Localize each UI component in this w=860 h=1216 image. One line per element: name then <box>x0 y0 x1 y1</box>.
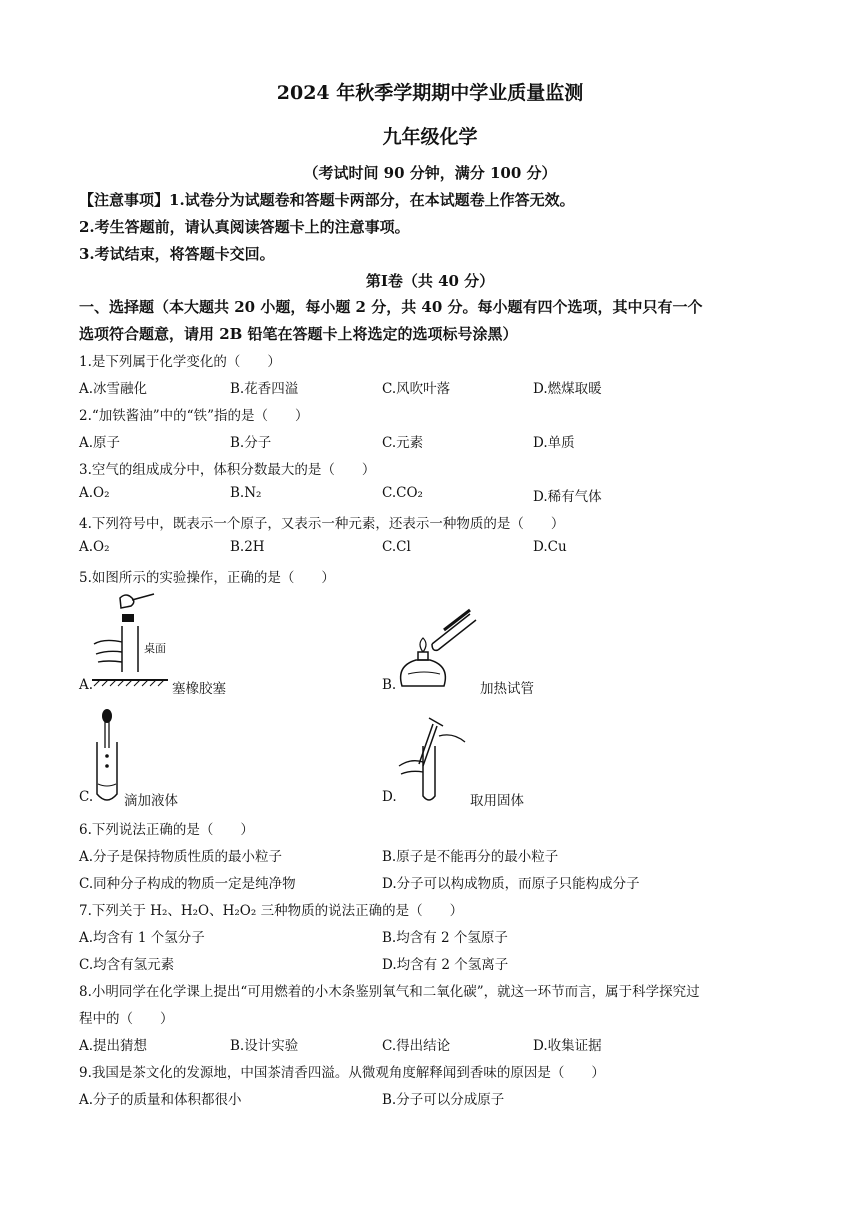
figure-heat-test-tube <box>392 604 478 694</box>
part-title: 第Ⅰ卷（共 40 分） <box>365 272 495 290</box>
question-4-stem: 4.下列符号中，既表示一个原子，又表示一种元素，还表示一种物质的是（ ） <box>79 516 565 532</box>
question-2-option-c: C.元素 <box>382 435 424 451</box>
question-1-option-a: A.冰雪融化 <box>79 381 148 397</box>
question-4-option-b: B.2H <box>230 539 265 555</box>
question-7-option-a: A.均含有 1 个氢分子 <box>79 930 205 946</box>
question-7-option-c: C.均含有氢元素 <box>79 957 175 973</box>
question-2-option-a: A.原子 <box>79 435 121 451</box>
question-7-option-d: D.均含有 2 个氢离子 <box>382 957 509 973</box>
figure-dropper-liquid <box>94 708 124 804</box>
question-3-stem: 3.空气的组成成分中，体积分数最大的是（ ） <box>79 462 376 478</box>
question-1-option-b: B.花香四溢 <box>230 381 299 397</box>
question-6-option-a: A.分子是保持物质性质的最小粒子 <box>79 849 283 865</box>
question-5-option-b-label: 加热试管 <box>480 681 534 697</box>
question-5-option-b-letter: B. <box>382 677 397 693</box>
question-5-option-a-label: 塞橡胶塞 <box>172 681 226 697</box>
question-3-option-b: B.N₂ <box>230 485 262 501</box>
question-6-option-d: D.分子可以构成物质，而原子只能构成分子 <box>382 876 640 892</box>
question-4-option-d: D.Cu <box>533 539 567 555</box>
question-5-stem: 5.如图所示的实验操作，正确的是（ ） <box>79 570 335 586</box>
desk-label: 桌面 <box>144 642 166 655</box>
question-6-stem: 6.下列说法正确的是（ ） <box>79 822 254 838</box>
question-8-option-a: A.提出猜想 <box>79 1038 148 1054</box>
question-1-option-c: C.风吹叶落 <box>382 381 451 397</box>
question-8-stem-line-1: 8.小明同学在化学课上提出“可用燃着的小木条鉴别氧气和二氧化碳”，就这一环节而言，属于科学探究过 <box>79 984 700 1000</box>
question-9-option-b: B.分子可以分成原子 <box>382 1092 505 1108</box>
question-4-option-c: C.Cl <box>382 539 411 555</box>
question-8-stem-line-2: 程中的（ ） <box>79 1011 174 1027</box>
question-6-option-b: B.原子是不能再分的最小粒子 <box>382 849 559 865</box>
question-5-option-c-letter: C. <box>79 789 94 805</box>
question-5-option-d-label: 取用固体 <box>470 793 524 809</box>
section-heading-line-1: 一、选择题（本大题共 20 小题，每小题 2 分，共 40 分。每小题有四个选项，其中只有一个 <box>79 298 703 316</box>
question-5-option-a-letter: A. <box>79 677 94 693</box>
question-6-option-c: C.同种分子构成的物质一定是纯净物 <box>79 876 296 892</box>
notes-line-3: 3.考试结束，将答题卡交回。 <box>79 245 275 263</box>
exam-subtitle: 九年级化学 <box>382 126 478 148</box>
question-8-option-d: D.收集证据 <box>533 1038 602 1054</box>
notes-line-1: 【注意事项】1.试卷分为试题卷和答题卡两部分，在本试题卷上作答无效。 <box>79 191 575 209</box>
question-1-option-d: D.燃煤取暖 <box>533 381 602 397</box>
notes-line-2: 2.考生答题前，请认真阅读答题卡上的注意事项。 <box>79 218 410 236</box>
question-4-option-a: A.O₂ <box>79 539 110 555</box>
exam-info: （考试时间 90 分钟，满分 100 分） <box>303 164 557 182</box>
question-2-option-d: D.单质 <box>533 435 575 451</box>
question-7-option-b: B.均含有 2 个氢原子 <box>382 930 508 946</box>
question-5-option-d-letter: D. <box>382 789 397 805</box>
question-8-option-c: C.得出结论 <box>382 1038 451 1054</box>
question-1-stem: 1.是下列属于化学变化的（ ） <box>79 354 281 370</box>
question-2-option-b: B.分子 <box>230 435 272 451</box>
question-5-option-c-label: 滴加液体 <box>124 793 178 809</box>
figure-insert-stopper <box>92 592 170 692</box>
question-9-stem: 9.我国是茶文化的发源地，中国茶清香四溢。从微观角度解释闻到香味的原因是（ ） <box>79 1065 605 1081</box>
question-7-stem: 7.下列关于 H₂、H₂O、H₂O₂ 三种物质的说法正确的是（ ） <box>79 903 464 919</box>
question-2-stem: 2.“加铁酱油”中的“铁”指的是（ ） <box>79 408 309 424</box>
exam-title: 2024 年秋季学期期中学业质量监测 <box>276 82 584 104</box>
question-3-option-a: A.O₂ <box>79 485 110 501</box>
figure-take-solid <box>395 716 467 804</box>
section-heading-line-2: 选项符合题意，请用 2B 铅笔在答题卡上将选定的选项标号涂黑） <box>79 325 518 343</box>
question-3-option-c: C.CO₂ <box>382 485 423 501</box>
question-3-option-d: D.稀有气体 <box>533 489 602 505</box>
question-8-option-b: B.设计实验 <box>230 1038 299 1054</box>
question-9-option-a: A.分子的质量和体积都很小 <box>79 1092 242 1108</box>
